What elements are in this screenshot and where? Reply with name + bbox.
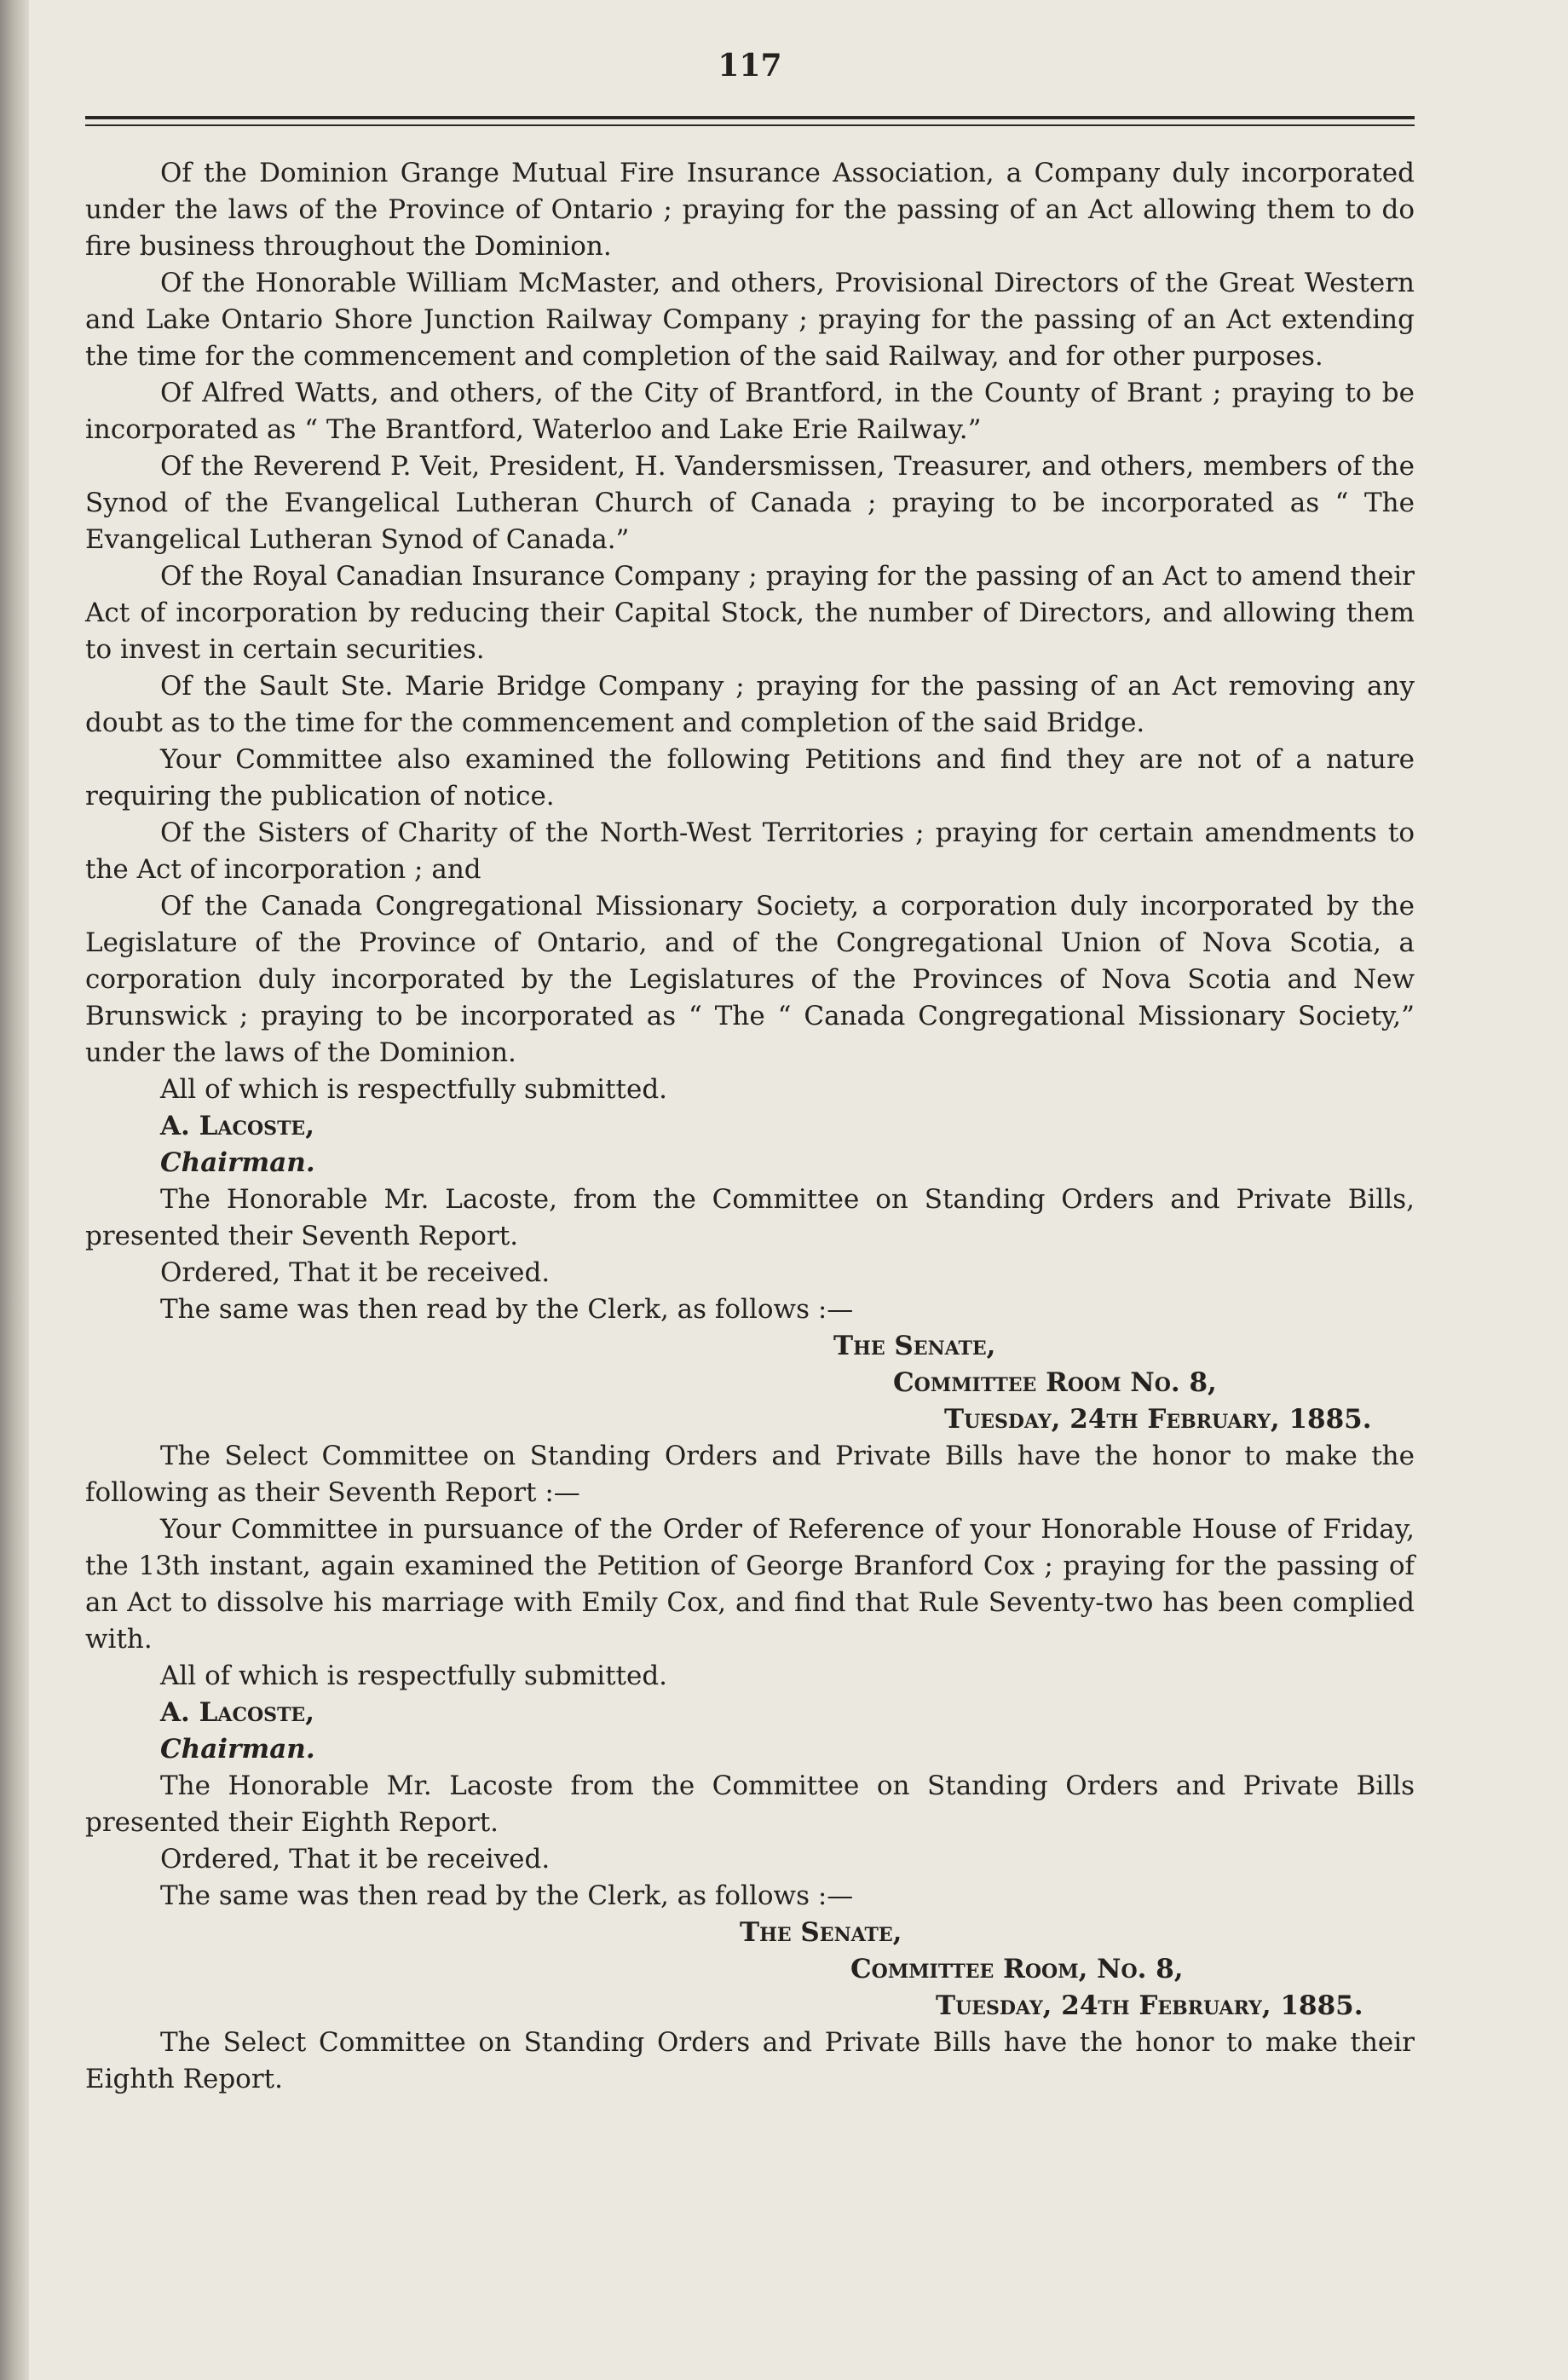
eighth-report-ordered: Ordered, That it be received.	[160, 1844, 551, 1875]
signature-title: Chairman.	[160, 1147, 315, 1178]
eighth-report-intro: The Honorable Mr. Lacoste from the Committee on Standing Orders and Private Bills presented their Eighth Report.	[85, 1771, 1415, 1838]
petition-grange-insurance: Of the Dominion Grange Mutual Fire Insurance Association, a Company duly incorporated under the laws of the Province of Ontario ; praying for the passing of an Act allowing them to do fire business throughout the Dominion.	[85, 158, 1415, 262]
petition-sault-bridge: Of the Sault Ste. Marie Bridge Company ; praying for the passing of an Act removing any doubt as to the time for the commencement and completion of the said Bridge.	[85, 671, 1415, 738]
signature-name-2: A. Lacoste,	[160, 1697, 314, 1728]
seventh-report-submission: All of which is respectfully submitted.	[160, 1661, 668, 1691]
seventh-report-ordered: Ordered, That it be received.	[160, 1257, 551, 1288]
seventh-report-body-cox: Your Committee in pursuance of the Order of Reference of your Honorable House of Friday, the 13th instant, again examined the Petition of George Branford Cox ; praying for the passing of an Act to dissolve his marriage with Emily Cox, and find that Rule Seventy-two has been complied with.	[85, 1514, 1415, 1655]
header-rule-thin	[85, 124, 1415, 126]
header-rule-thick	[85, 116, 1415, 119]
petition-royal-canadian-insurance: Of the Royal Canadian Insurance Company ; praying for the passing of an Act to amend their Act of incorporation by reducing their Capital Stock, the number of Directors, and allowing them to invest in certain securities.	[85, 561, 1415, 665]
signature-name: A. Lacoste,	[160, 1111, 314, 1141]
seventh-report-senate: The Senate,	[833, 1331, 996, 1361]
petition-congregational-society: Of the Canada Congregational Missionary Society, a corporation duly incorporated by the Legislature of the Province of Ontario, and of the Congregational Union of Nova Scotia, a corporation duly incorporated by the Legislatures of the Provinces of Nova Scotia and New Brunswick ; praying to be incorporated as “ The “ Canada Congregational Missionary Society,” under the laws of the Dominion.	[85, 891, 1415, 1068]
eighth-report-room: Committee Room, No. 8,	[850, 1954, 1184, 1984]
book-binding-edge	[0, 0, 29, 2380]
seventh-report-date: Tuesday, 24th February, 1885.	[944, 1404, 1372, 1435]
seventh-report-body-intro: The Select Committee on Standing Orders and Private Bills have the honor to make the following as their Seventh Report :—	[85, 1441, 1415, 1508]
submission-line: All of which is respectfully submitted.	[160, 1074, 668, 1105]
seventh-report-intro: The Honorable Mr. Lacoste, from the Committee on Standing Orders and Private Bills, presented their Seventh Report.	[85, 1184, 1415, 1251]
petition-sisters-of-charity: Of the Sisters of Charity of the North-West Territories ; praying for certain amendments to the Act of incorporation ; and	[85, 817, 1415, 885]
committee-notice-paragraph: Your Committee also examined the following Petitions and find they are not of a nature requiring the publication of notice.	[85, 744, 1415, 812]
eighth-report-read: The same was then read by the Clerk, as follows :—	[160, 1880, 854, 1911]
eighth-report-date: Tuesday, 24th February, 1885.	[936, 1990, 1363, 2021]
page-number: 117	[718, 48, 782, 84]
document-page	[85, 43, 1415, 2098]
petition-lutheran-synod: Of the Reverend P. Veit, President, H. Vandersmissen, Treasurer, and others, members of the Synod of the Evangelical Lutheran Church of Canada ; praying to be incorporated as “ The Evangelical Lutheran Synod of Canada.”	[85, 451, 1415, 555]
petition-mcmaster-railway: Of the Honorable William McMaster, and others, Provisional Directors of the Great Western and Lake Ontario Shore Junction Railway Company ; praying for the passing of an Act extending the time for the commencement and completion of the said Railway, and for other purposes.	[85, 268, 1415, 372]
eighth-report-body: The Select Committee on Standing Orders and Private Bills have the honor to make their Eighth Report.	[85, 2027, 1415, 2094]
petition-brantford-railway: Of Alfred Watts, and others, of the City of Brantford, in the County of Brant ; praying to be incorporated as “ The Brantford, Waterloo and Lake Erie Railway.”	[85, 378, 1415, 445]
seventh-report-room: Committee Room No. 8,	[893, 1367, 1217, 1398]
page-body	[85, 155, 1415, 2098]
signature-title-2: Chairman.	[160, 1734, 315, 1765]
seventh-report-read: The same was then read by the Clerk, as follows :—	[160, 1294, 854, 1325]
eighth-report-senate: The Senate,	[740, 1917, 902, 1948]
